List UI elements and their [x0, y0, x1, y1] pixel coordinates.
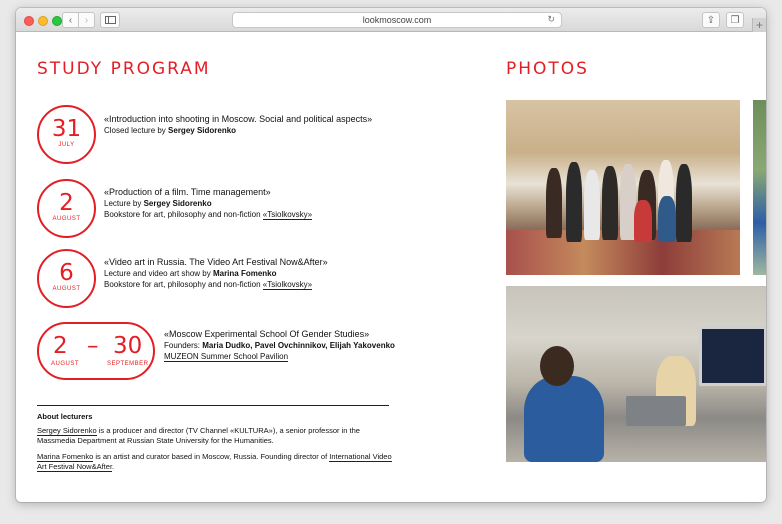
photo-laptop — [626, 396, 686, 426]
date-range-dash: – — [87, 333, 99, 359]
plus-icon: + — [755, 18, 763, 32]
date-month-start: AUGUST — [51, 361, 80, 367]
event-item — [104, 187, 312, 220]
about-heading: About lecturers — [37, 412, 93, 421]
chevron-left-icon: ‹ — [68, 14, 73, 26]
study-program-heading: STUDY PROGRAM — [37, 59, 211, 79]
event-detail: Lecture by — [104, 199, 144, 208]
event-item — [164, 329, 395, 362]
event-detail: Closed lecture by — [104, 126, 169, 135]
workshop-photo[interactable] — [506, 286, 766, 462]
sidebar-toggle-button[interactable] — [100, 12, 120, 28]
browser-toolbar — [16, 8, 766, 32]
photo-thumbnail[interactable] — [753, 100, 766, 275]
about-paragraph — [37, 426, 397, 446]
photo-monitor — [699, 326, 766, 386]
photo-person — [540, 346, 574, 386]
forward-button[interactable] — [78, 12, 95, 28]
date-range-badge — [37, 322, 155, 380]
venue-link[interactable]: MUZEON Summer School Pavilion — [164, 352, 289, 361]
event-title: «Introduction into shooting in Moscow. Social and political aspects» — [104, 114, 373, 124]
close-window-button[interactable] — [24, 16, 34, 26]
sidebar-icon — [105, 16, 116, 24]
chevron-right-icon: › — [84, 14, 89, 26]
date-day-end: 30 — [113, 333, 143, 359]
photo-person — [566, 162, 582, 242]
date-month: JULY — [58, 142, 75, 148]
photos-heading: PHOTOS — [506, 59, 589, 79]
about-text: is an artist and curator based in Moscow, Russia. Founding director of — [93, 452, 330, 461]
venue-link[interactable]: «Tsiolkovsky» — [262, 280, 313, 289]
date-badge — [37, 105, 96, 164]
date-day: 31 — [51, 116, 82, 142]
tabs-icon: ❐ — [730, 14, 740, 26]
about-text: is a producer and director (TV Channel «KULTURA»), a senior professor in the Massmedia Department at Russian State University for the Humanities. — [37, 426, 360, 445]
date-month-end: SEPTEMBER — [107, 361, 149, 367]
show-tabs-button[interactable] — [726, 12, 744, 28]
event-title: «Production of a film. Time management» — [104, 187, 271, 197]
festival-link[interactable]: International Video Art Festival Now&After — [37, 452, 392, 471]
event-detail: Lecture and video art show by — [104, 269, 213, 278]
address-bar[interactable] — [232, 12, 562, 28]
lecturer-link[interactable]: Sergey Sidorenko — [37, 426, 97, 435]
event-founders: Maria Dudko, Pavel Ovchinnikov, Elijah Yakovenko — [202, 341, 395, 350]
event-lecturer: Sergey Sidorenko — [143, 199, 212, 208]
date-day: 6 — [59, 260, 74, 286]
venue-link[interactable]: «Tsiolkovsky» — [262, 210, 313, 219]
date-month: AUGUST — [52, 286, 81, 292]
date-badge — [37, 179, 96, 238]
browser-window — [16, 8, 766, 502]
event-lecturer: Sergey Sidorenko — [168, 126, 237, 135]
about-paragraph — [37, 452, 397, 472]
share-icon: ⇪ — [706, 14, 716, 26]
event-item — [104, 257, 328, 290]
photo-person — [524, 376, 604, 462]
photo-person — [676, 164, 692, 242]
event-title: «Video art in Russia. The Video Art Festival Now&After» — [104, 257, 328, 267]
back-button[interactable] — [62, 12, 79, 28]
about-lecturers — [37, 412, 397, 478]
date-day-start: 2 — [53, 333, 68, 359]
photo-person — [634, 200, 652, 242]
photo-person — [602, 166, 618, 240]
minimize-window-button[interactable] — [38, 16, 48, 26]
section-divider — [37, 405, 389, 406]
event-venue: Bookstore for art, philosophy and non-fiction — [104, 210, 263, 219]
photo-person — [546, 168, 562, 238]
share-button[interactable] — [702, 12, 720, 28]
date-day: 2 — [59, 190, 74, 216]
group-photo[interactable] — [506, 100, 740, 275]
event-item — [104, 114, 372, 136]
page-content — [16, 33, 766, 502]
reload-icon[interactable]: ↻ — [547, 14, 555, 24]
event-lecturer: Marina Fomenko — [212, 269, 277, 278]
new-tab-button[interactable] — [752, 18, 766, 32]
event-title: «Moscow Experimental School Of Gender Studies» — [164, 329, 370, 339]
event-detail: Founders: — [164, 341, 203, 350]
event-venue: Bookstore for art, philosophy and non-fiction — [104, 280, 263, 289]
photo-person — [584, 170, 600, 240]
url-text: lookmoscow.com — [362, 15, 432, 25]
date-month: AUGUST — [52, 216, 81, 222]
about-text-end: . — [112, 462, 115, 471]
date-badge — [37, 249, 96, 308]
photo-person — [658, 196, 676, 242]
lecturer-link[interactable]: Marina Fomenko — [37, 452, 94, 461]
zoom-window-button[interactable] — [52, 16, 62, 26]
